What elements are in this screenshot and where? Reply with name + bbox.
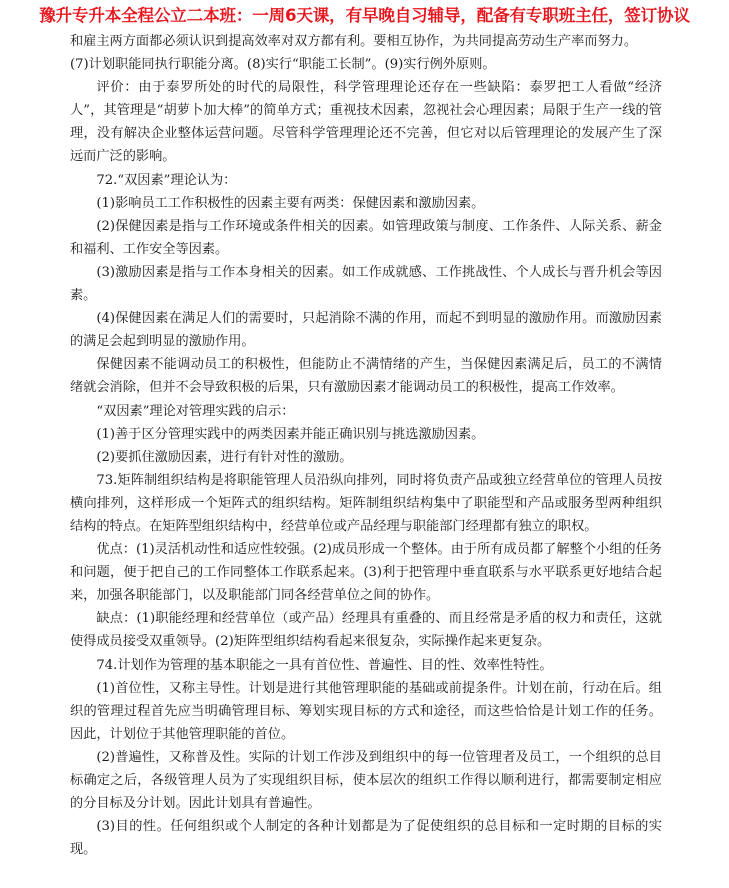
paragraph: (7)计划职能同执行职能分离。(8)实行“职能工长制”。(9)实行例外原则。	[70, 57, 496, 73]
paragraph: 74.计划作为管理的基本职能之一具有首位性、普遍性、目的性、效率性特性。	[96, 657, 553, 673]
header-banner: 豫升专升本全程公立二本班：一周6天课，有早晚自习辅导，配备有专职班主任，签订协议	[39, 6, 690, 25]
document-body	[70, 30, 662, 861]
paragraph: (4)保健因素在满足人们的需要时，只起消除不满的作用，而起不到明显的激励作用。而激励因素的满足会起到明显的激励作用。	[70, 311, 662, 350]
paragraph: 和雇主两方面都必须认识到提高效率对双方都有利。要相互协作，为共同提高劳动生产率而努力。	[70, 34, 638, 49]
paragraph: (3)激励因素是指与工作本身相关的因素。如工作成就感、工作挑战性、个人成长与晋升机会等因素。	[70, 264, 662, 304]
paragraph: (3)目的性。任何组织或个人制定的各种计划都是为了促使组织的总目标和一定时期的目标的实现。	[70, 819, 662, 858]
paragraph: 缺点：(1)职能经理和经营单位（或产品）经理具有重叠的、而且经常是矛盾的权力和责任，这就使得成员接受双重领导。(2)矩阵型组织结构看起来很复杂，实际操作起来更复杂。	[70, 611, 662, 650]
paragraph: (1)影响员工工作积极性的因素主要有两类：保健因素和激励因素。	[96, 195, 485, 211]
paragraph: 保健因素不能调动员工的积极性，但能防止不满情绪的产生，当保健因素满足后，员工的不满情绪就会消除，但并不会导致积极的后果，只有激励因素才能调动员工的积极性，提高工作效率。	[70, 357, 662, 396]
paragraph: (2)普遍性，又称普及性。实际的计划工作涉及到组织中的每一位管理者及员工，一个组织的总目标确定之后，各级管理人员为了实现组织目标，使本层次的组织工作得以顺利进行，都需要制定相应的分目标及分计划。因此计划具有普遍性。	[70, 749, 662, 812]
paragraph: 优点：(1)灵活机动性和适应性较强。(2)成员形成一个整体。由于所有成员都了解整个小组的任务和问题，便于把自己的工作同整体工作联系起来。(3)利于把管理中垂直联系与水平联系更好地结合起来，加强各职能部门，以及职能部门同各经营单位之间的协作。	[70, 542, 662, 604]
paragraph: 73.矩阵制组织结构是将职能管理人员沿纵向排列，同时将负责产品或独立经营单位的管理人员按横向排列，这样形成一个矩阵式的组织结构。矩阵制组织结构集中了职能型和产品或服务型两种组织结构的特点。在矩阵型组织结构中，经营单位或产品经理与职能部门经理都有独立的职权。	[70, 472, 662, 534]
paragraph: 评价：由于泰罗所处的时代的局限性，科学管理理论还存在一些缺陷：泰罗把工人看做“经济人”，其管理是“胡萝卜加大棒”的简单方式；重视技术因素，忽视社会心理因素；局限于生产一线的管理，没有解决企业整体运营问题。尽管科学管理理论还不完善，但它对以后管理理论的发展产生了深远而广泛的影响。	[70, 80, 662, 165]
paragraph: (1)首位性，又称主导性。计划是进行其他管理职能的基础或前提条件。计划在前，行动在后。组织的管理过程首先应当明确管理目标、筹划实现目标的方式和途径，而这些恰恰是计划工作的任务。因此，计划位于其他管理职能的首位。	[70, 680, 662, 742]
paragraph: (2)要抓住激励因素，进行有针对性的激励。	[96, 449, 353, 465]
paragraph: (2)保健因素是指与工作环境或条件相关的因素。如管理政策与制度、工作条件、人际关系、薪金和福利、工作安全等因素。	[70, 218, 662, 257]
paragraph: “双因素”理论对管理实践的启示：	[96, 403, 295, 419]
paragraph: 72.“双因素”理论认为：	[96, 172, 237, 188]
paragraph: (1)善于区分管理实践中的两类因素并能正确识别与挑选激励因素。	[96, 426, 485, 442]
